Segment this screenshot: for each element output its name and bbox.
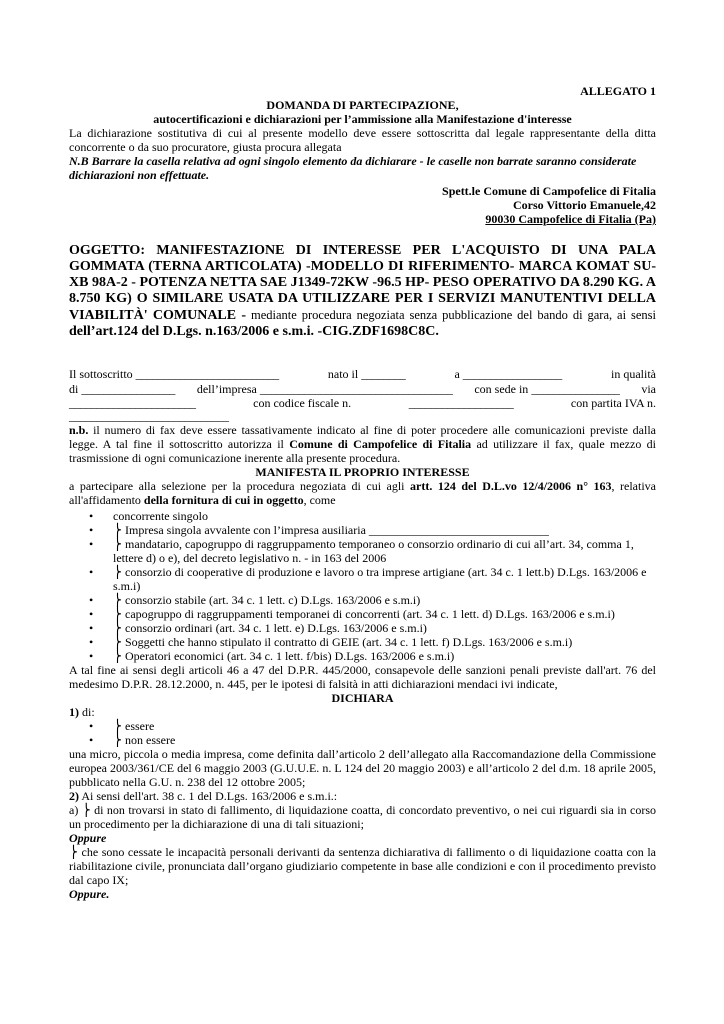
option-item[interactable]: • ⎬ Operatori economici (art. 34 c. 1 lett. f/bis) D.Lgs. 163/2006 e s.m.i)	[89, 649, 455, 663]
checkbox-icon[interactable]: ⎬	[113, 719, 122, 733]
recipient-line: 90030 Campofelice di Fitalia (Pa)	[485, 212, 656, 226]
oggetto-paragraph	[69, 243, 656, 340]
form-row: _______________________ con codice fiscale n. ___________________ con partita IVA n.	[69, 396, 656, 410]
option-item[interactable]: • ⎬ consorzio di cooperative di produzione e lavoro o tra imprese artigiane (art. 34 c. 1 lett.b) D.Lgs. 163/2006 e s.m.i)	[89, 565, 647, 593]
birth-place-field[interactable]: __________________	[462, 367, 562, 381]
bullet-icon: •	[89, 537, 94, 551]
manifesta-title: MANIFESTA IL PROPRIO INTERESSE	[255, 465, 470, 479]
oggetto-normal: mediante procedura negoziata senza pubblicazione del bando di gara, ai sensi	[246, 308, 656, 322]
bullet-icon: •	[89, 565, 94, 579]
bullet-icon: •	[89, 607, 94, 621]
point-1: 1) di:	[69, 705, 95, 719]
oggetto-ref: dell’art.124 del D.Lgs. n.163/2006 e s.m.i. -CIG.ZDF1698C8C.	[69, 324, 439, 339]
sme-definition: una micro, piccola o media impresa, come definita dall’articolo 2 dell’allegato alla Raccomandazione della Commissione europea 2003/361/CE del 6 maggio 2003 (G.U.U.E. n. L 124 del 20 maggio 2003) e all’articolo 2 del d.m. 18 aprile 2005, pubblicato nella G.U. n. 238 del 12 ottobre 2005;	[69, 747, 656, 789]
oggetto-bold: OGGETTO: MANIFESTAZIONE DI INTERESSE PER L'ACQUISTO DI UNA PALA GOMMATA (TERNA ARTICOLATA) -MODELLO DI RIFERIMENTO- MARCA KOMAT SU- XB 98A-2 - POTENZA NETTA SAE J1349-72KW -96.5 HP- PESO OPERATIVO DA 8.290 KG. A 8.750 KG) O SIMILARE USATA DA UTILIZZARE PER I SERVIZI MANUTENTIVI DELLA VIABILITÀ' COMUNALE -	[69, 243, 656, 323]
form-row: di _________________ dell’impresa ___________________________________ con sede in ________________ via	[69, 381, 656, 396]
recipient-block	[69, 184, 656, 226]
option-item[interactable]: • ⎬ consorzio ordinari (art. 34 c. 1 lett. e) D.Lgs. 163/2006 e s.m.i)	[89, 621, 427, 635]
signature-note: La dichiarazione sostitutiva di cui al presente modello deve essere sottoscritta dal legale rappresentante della ditta concorrente o da suo procuratore, giusta procura allegata	[69, 126, 656, 154]
option-item[interactable]: • ⎬ Soggetti che hanno stipulato il contratto di GEIE (art. 34 c. 1 lett. f) D.Lgs. 163/2006 e s.m.i)	[89, 635, 573, 649]
vat-field[interactable]: _____________________________	[69, 408, 229, 423]
checkbox-icon[interactable]: ⎬	[113, 537, 122, 551]
checkbox-icon[interactable]: ⎬	[113, 565, 122, 579]
checkbox-icon[interactable]: ⎬	[113, 621, 122, 635]
bullet-icon: •	[89, 523, 94, 537]
checkbox-icon[interactable]: ⎬	[113, 733, 122, 747]
bullet-icon: •	[89, 719, 94, 733]
allegato-label: ALLEGATO 1	[580, 84, 656, 98]
oppure-label: Oppure	[69, 831, 107, 845]
option-item[interactable]: • ⎬ essere	[89, 719, 155, 733]
option-item[interactable]: • ⎬ Impresa singola avvalente con l’impresa ausiliaria ______________________________	[89, 523, 549, 537]
recipient-line: Corso Vittorio Emanuele,42	[513, 198, 656, 212]
birth-date-field[interactable]: ________	[361, 367, 406, 381]
fax-note: n.b. il numero di fax deve essere tassativamente indicato al fine di poter procedere alle comunicazioni previste dalla legge. A tal fine il sottoscritto autorizza il Comune di Campofelice di Fitalia ad utilizzare il fax, quale mezzo di trasmissione di ogni comunicazione inerente alla presente procedura.	[69, 423, 656, 465]
bullet-icon: •	[89, 649, 94, 663]
option-item[interactable]: • concorrente singolo	[89, 509, 208, 523]
document-subtitle: autocertificazioni e dichiarazioni per l’ammissione alla Manifestazione d'interesse	[153, 112, 572, 126]
document-page	[69, 84, 656, 901]
name-field[interactable]: __________________________	[135, 367, 279, 381]
participation-options	[69, 509, 656, 663]
point-2a[interactable]: a) ⎬ di non trovarsi in stato di fallimento, di liquidazione coatta, di concordato preventivo, o nei cui riguardi sia in corso un procedimento per la dichiarazione di una di tali situazioni;	[69, 803, 656, 831]
option-item[interactable]: • ⎬ capogruppo di raggruppamenti temporanei di concorrenti (art. 34 c. 1 lett. d) D.Lgs. 163/2006 e s.m.i)	[89, 607, 615, 621]
point-2: 2) Ai sensi dell'art. 38 c. 1 del D.Lgs. 163/2006 e s.m.i.:	[69, 789, 338, 803]
option-item[interactable]: • ⎬ consorzio stabile (art. 34 c. 1 lett. c) D.Lgs. 163/2006 e s.m.i)	[89, 593, 421, 607]
point-2b[interactable]: ⎬ che sono cessate le incapacità personali derivanti da sentenza dichiarativa di fallimento o di liquidazione coatta con la riabilitazione civile, pronunciata dall’organo giudiziario competente in base alle condizioni e con il procedimento previsto dal capo IX;	[69, 845, 656, 887]
tax-code-field[interactable]: ___________________	[408, 396, 514, 410]
bullet-icon: •	[89, 733, 94, 747]
manifesta-paragraph: a partecipare alla selezione per la procedura negoziata di cui agli artt. 124 del D.L.vo 12/4/2006 n° 163, relativa all'affidamento della fornitura di cui in oggetto, come	[69, 479, 656, 507]
checkbox-icon[interactable]: ⎬	[113, 607, 122, 621]
dichiara-title: DICHIARA	[331, 691, 394, 705]
checkbox-icon[interactable]: ⎬	[113, 649, 122, 663]
checkbox-icon[interactable]: ⎬	[113, 523, 122, 537]
checkbox-icon[interactable]: ⎬	[113, 593, 122, 607]
form-row	[69, 409, 656, 424]
option-item[interactable]: • ⎬ mandatario, capogruppo di raggruppamento temporaneo o consorzio ordinario di cui all’art. 34, comma 1, lettere d) o e), del decreto legislativo n. - in 163 del 2006	[89, 537, 634, 565]
city-field[interactable]: ________________	[531, 381, 620, 396]
size-options	[69, 719, 656, 747]
recipient-line: Spett.le Comune di Campofelice di Fitalia	[442, 184, 656, 198]
company-field[interactable]: ___________________________________	[259, 381, 453, 396]
street-field[interactable]: _______________________	[69, 396, 196, 410]
option-item[interactable]: • ⎬ non essere	[89, 733, 176, 747]
document-title: DOMANDA DI PARTECIPAZIONE,	[266, 98, 459, 112]
role-field[interactable]: _________________	[81, 381, 175, 396]
bullet-icon: •	[89, 635, 94, 649]
checkbox-icon[interactable]: ⎬	[113, 635, 122, 649]
declarant-form	[69, 367, 656, 423]
bullet-icon: •	[89, 621, 94, 635]
bullet-icon: •	[89, 509, 94, 523]
checkbox-note: N.B Barrare la casella relativa ad ogni singolo elemento da dichiarare - le caselle non barrate saranno considerate dichiarazioni non effettuate.	[69, 154, 637, 182]
oppure-label: Oppure.	[69, 887, 110, 901]
bullet-icon: •	[89, 593, 94, 607]
legal-premise: A tal fine ai sensi degli articoli 46 a 47 del D.P.R. 445/2000, consapevole delle sanzioni penali previste dall'art. 76 del medesimo D.P.R. 28.12.2000, n. 445, per le ipotesi di falsità in atti dichiarazioni mendaci ivi indicate,	[69, 663, 656, 691]
form-row: Il sottoscritto __________________________ nato il ________ a __________________ in qualità	[69, 367, 656, 381]
